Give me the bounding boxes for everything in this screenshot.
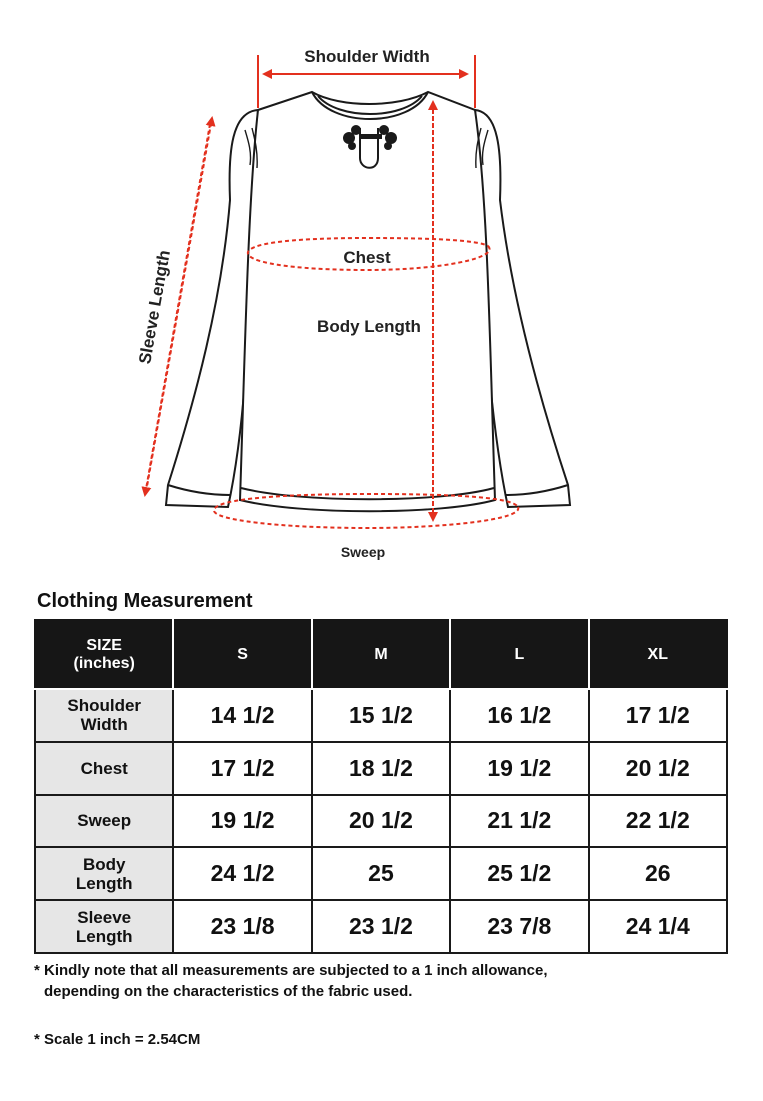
table-cell: 18 1/2 xyxy=(312,742,450,795)
size-header-line1: SIZE xyxy=(86,636,122,654)
table-cell: 24 1/4 xyxy=(589,900,727,953)
table-cell: 20 1/2 xyxy=(589,742,727,795)
row-label-chest xyxy=(35,742,173,795)
table-cell: 23 1/2 xyxy=(312,900,450,953)
table-cell: 15 1/2 xyxy=(312,689,450,742)
allowance-note-line2: depending on the characteristics of the fabric used. xyxy=(44,983,413,1000)
table-cell: 17 1/2 xyxy=(173,742,311,795)
row-label-line1: Chest xyxy=(80,758,128,778)
allowance-note-line1: * Kindly note that all measurements are subjected to a 1 inch allowance, xyxy=(34,962,548,979)
table-cell: 19 1/2 xyxy=(173,795,311,848)
table-cell: 26 xyxy=(589,847,727,900)
table-cell: 25 1/2 xyxy=(450,847,588,900)
table-row xyxy=(35,742,727,795)
chest-label: Chest xyxy=(343,248,391,267)
row-label-line1: Shoulder xyxy=(67,696,142,716)
table-cell: 25 xyxy=(312,847,450,900)
row-label-body-length xyxy=(35,847,173,900)
sleeve-length-label: Sleeve Length xyxy=(135,248,174,366)
row-label-sweep xyxy=(35,795,173,848)
blouse-body xyxy=(240,92,495,511)
table-cell: 23 1/8 xyxy=(173,900,311,953)
body-length-label: Body Length xyxy=(317,317,421,336)
scale-note: * Scale 1 inch = 2.54CM xyxy=(34,1031,201,1048)
size-header-line2: (inches) xyxy=(73,654,135,672)
size-chart-table xyxy=(34,619,728,954)
shoulder-width-label: Shoulder Width xyxy=(304,47,430,66)
table-cell: 19 1/2 xyxy=(450,742,588,795)
row-label-line1: Sweep xyxy=(77,811,132,831)
size-column-s: S xyxy=(173,620,311,689)
table-cell: 16 1/2 xyxy=(450,689,588,742)
table-row xyxy=(35,900,727,953)
table-cell: 22 1/2 xyxy=(589,795,727,848)
size-header-cell xyxy=(35,620,173,689)
table-cell: 17 1/2 xyxy=(589,689,727,742)
table-cell: 20 1/2 xyxy=(312,795,450,848)
row-label-shoulder-width xyxy=(35,689,173,742)
row-label-line2: Length xyxy=(75,926,133,946)
row-label-sleeve-length xyxy=(35,900,173,953)
table-header-row xyxy=(35,620,727,689)
row-label-line1: Sleeve xyxy=(77,907,132,927)
table-row xyxy=(35,795,727,848)
size-column-xl: XL xyxy=(589,620,727,689)
table-cell: 21 1/2 xyxy=(450,795,588,848)
table-row xyxy=(35,689,727,742)
table-cell: 23 7/8 xyxy=(450,900,588,953)
section-title: Clothing Measurement xyxy=(37,590,253,612)
row-label-line2: Length xyxy=(75,873,133,893)
row-label-line2: Width xyxy=(80,715,128,735)
table-cell: 24 1/2 xyxy=(173,847,311,900)
table-cell: 14 1/2 xyxy=(173,689,311,742)
table-row xyxy=(35,847,727,900)
blouse-outline xyxy=(166,92,570,511)
row-label-line1: Body xyxy=(82,854,126,874)
sweep-label: Sweep xyxy=(340,544,386,560)
size-column-l: L xyxy=(450,620,588,689)
size-column-m: M xyxy=(312,620,450,689)
